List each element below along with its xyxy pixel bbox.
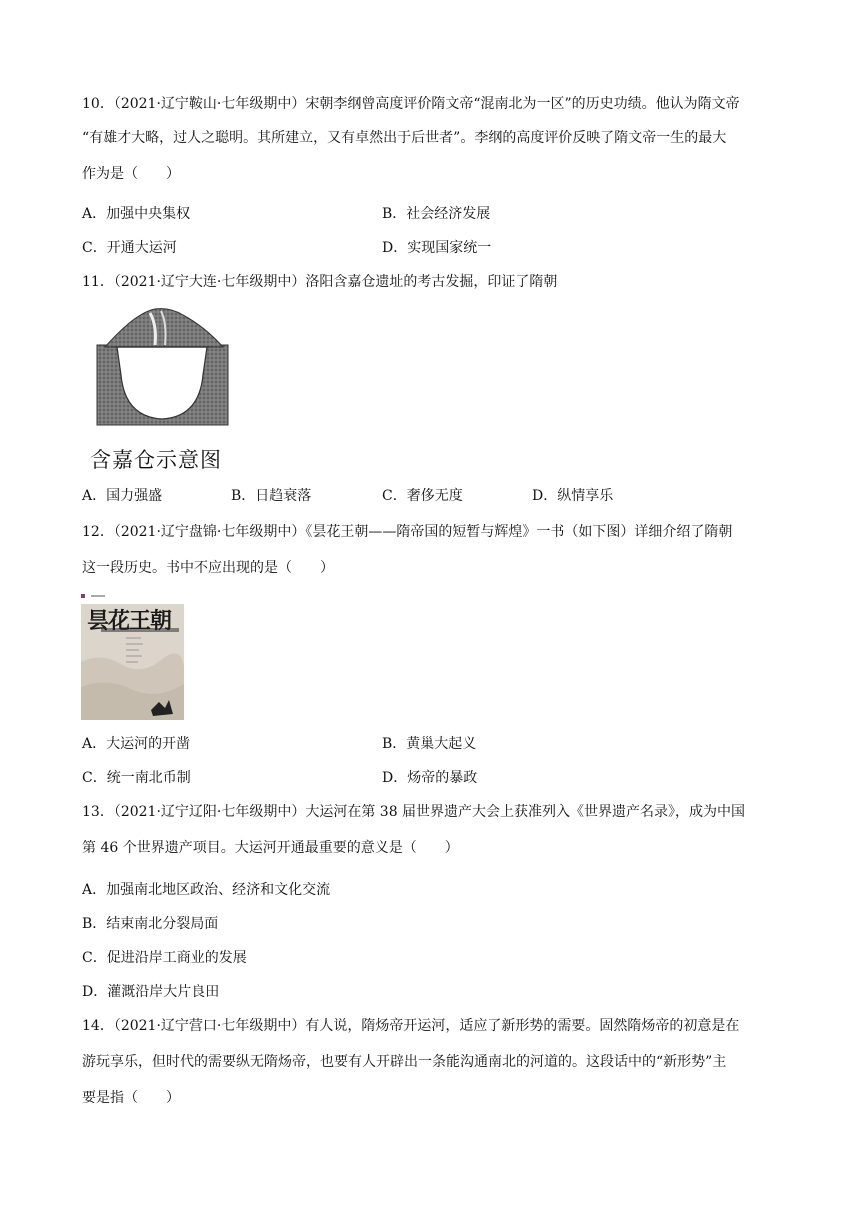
book-cover-title: 昙花王朝 (87, 608, 172, 634)
q10-option-d: D．实现国家统一 (382, 240, 492, 256)
question-14-line-3: 要是指（ ） (82, 1090, 180, 1106)
question-13-line-2: 第 46 个世界遗产项目。大运河开通最重要的意义是（ ） (82, 840, 459, 856)
q13-option-c: C．促进沿岸工商业的发展 (82, 950, 247, 966)
q11-option-c: C．奢侈无度 (382, 488, 463, 504)
question-10-line-1: 10．（2021·辽宁鞍山·七年级期中）宋朝李纲曾高度评价隋文帝“混南北为一区”的历史功绩。他认为隋文帝 (82, 96, 740, 112)
question-10-line-2: “有雄才大略，过人之聪明。其所建立，又有卓然出于后世者”。李纲的高度评价反映了隋文帝一生的最大 (82, 130, 727, 146)
granary-diagram-caption: 含嘉仓示意图 (90, 448, 222, 472)
question-14-line-2: 游玩享乐，但时代的需要纵无隋炀帝，也要有人开辟出一条能沟通南北的河道的。这段话中的“新形势”主 (82, 1054, 727, 1070)
q12-option-a: A．大运河的开凿 (82, 736, 191, 752)
question-12-line-1: 12．（2021·辽宁盘锦·七年级期中）《昙花王朝——隋帝国的短暂与辉煌》一书（如下图）详细介绍了隋朝 (82, 524, 733, 540)
granary-diagram (95, 305, 230, 427)
q10-option-a: A．加强中央集权 (82, 206, 191, 222)
q10-option-b: B．社会经济发展 (382, 206, 491, 222)
q12-option-d: D．炀帝的暴政 (382, 770, 478, 786)
q12-option-c: C．统一南北币制 (82, 770, 191, 786)
q13-option-b: B．结束南北分裂局面 (82, 916, 219, 932)
q11-option-b: B．日趋衰落 (231, 488, 312, 504)
q11-option-d: D．纵情享乐 (532, 488, 614, 504)
question-14-line-1: 14．（2021·辽宁营口·七年级期中）有人说，隋炀帝开运河，适应了新形势的需要。固然隋炀帝的初意是在 (82, 1018, 740, 1034)
q12-option-b: B．黄巢大起义 (382, 736, 477, 752)
question-13-line-1: 13．（2021·辽宁辽阳·七年级期中）大运河在第 38 届世界遗产大会上获准列入《世界遗产名录》，成为中国 (82, 804, 746, 820)
book-cover-image (81, 592, 184, 720)
q10-option-c: C．开通大运河 (82, 240, 177, 256)
q13-option-a: A．加强南北地区政治、经济和文化交流 (82, 882, 331, 898)
question-10-line-3: 作为是（ ） (82, 166, 180, 182)
question-11-line-1: 11．（2021·辽宁大连·七年级期中）洛阳含嘉仓遗址的考古发掘，印证了隋朝 (82, 274, 558, 290)
q13-option-d: D．灌溉沿岸大片良田 (82, 984, 220, 1000)
q11-option-a: A．国力强盛 (82, 488, 163, 504)
question-12-line-2: 这一段历史。书中不应出现的是（ ） (82, 560, 334, 576)
